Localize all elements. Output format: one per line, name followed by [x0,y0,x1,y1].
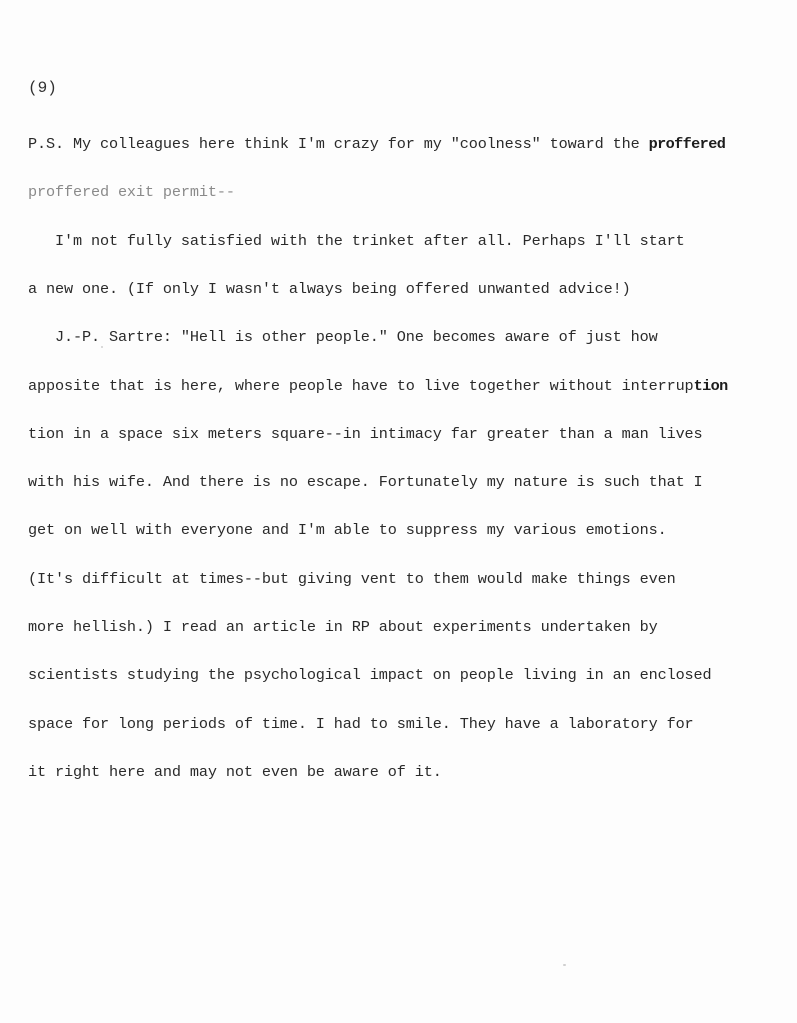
struck-out-syllable: tion [693,376,728,395]
text-line-1: P.S. My colleagues here think I'm crazy for my "coolness" toward the proffered [28,135,726,154]
paper-speck [101,346,103,348]
text-line-13: space for long periods of time. I had to smile. They have a laboratory for [28,714,694,733]
text-line-6: apposite that is here, where people have to live together without interruption [28,376,728,395]
text-line-3: I'm not fully satisfied with the trinket after all. Perhaps I'll start [28,231,685,250]
text-line-5: J.-P. Sartre: "Hell is other people." One becomes aware of just how [28,328,658,347]
text-line-2: proffered exit permit-- [28,183,235,202]
text-line-4: a new one. (If only I wasn't always being offered unwanted advice!) [28,280,631,299]
paper-speck [563,964,566,966]
text-line-10: (It's difficult at times--but giving vent to them would make things even [28,569,676,588]
text-line-12: scientists studying the psychological impact on people living in an enclosed [28,666,712,685]
text-line-8: with his wife. And there is no escape. Fortunately my nature is such that I [28,473,703,492]
text-line-11: more hellish.) I read an article in RP about experiments undertaken by [28,618,658,636]
struck-out-word: proffered [648,135,726,154]
text-line-9: get on well with everyone and I'm able to suppress my various emotions. [28,521,667,540]
typed-text-body [28,104,728,812]
text-line-14: it right here and may not even be aware of it. [28,762,442,781]
page-number: (9) [28,79,57,97]
text-line-7: tion in a space six meters square--in intimacy far greater than a man lives [28,424,703,443]
